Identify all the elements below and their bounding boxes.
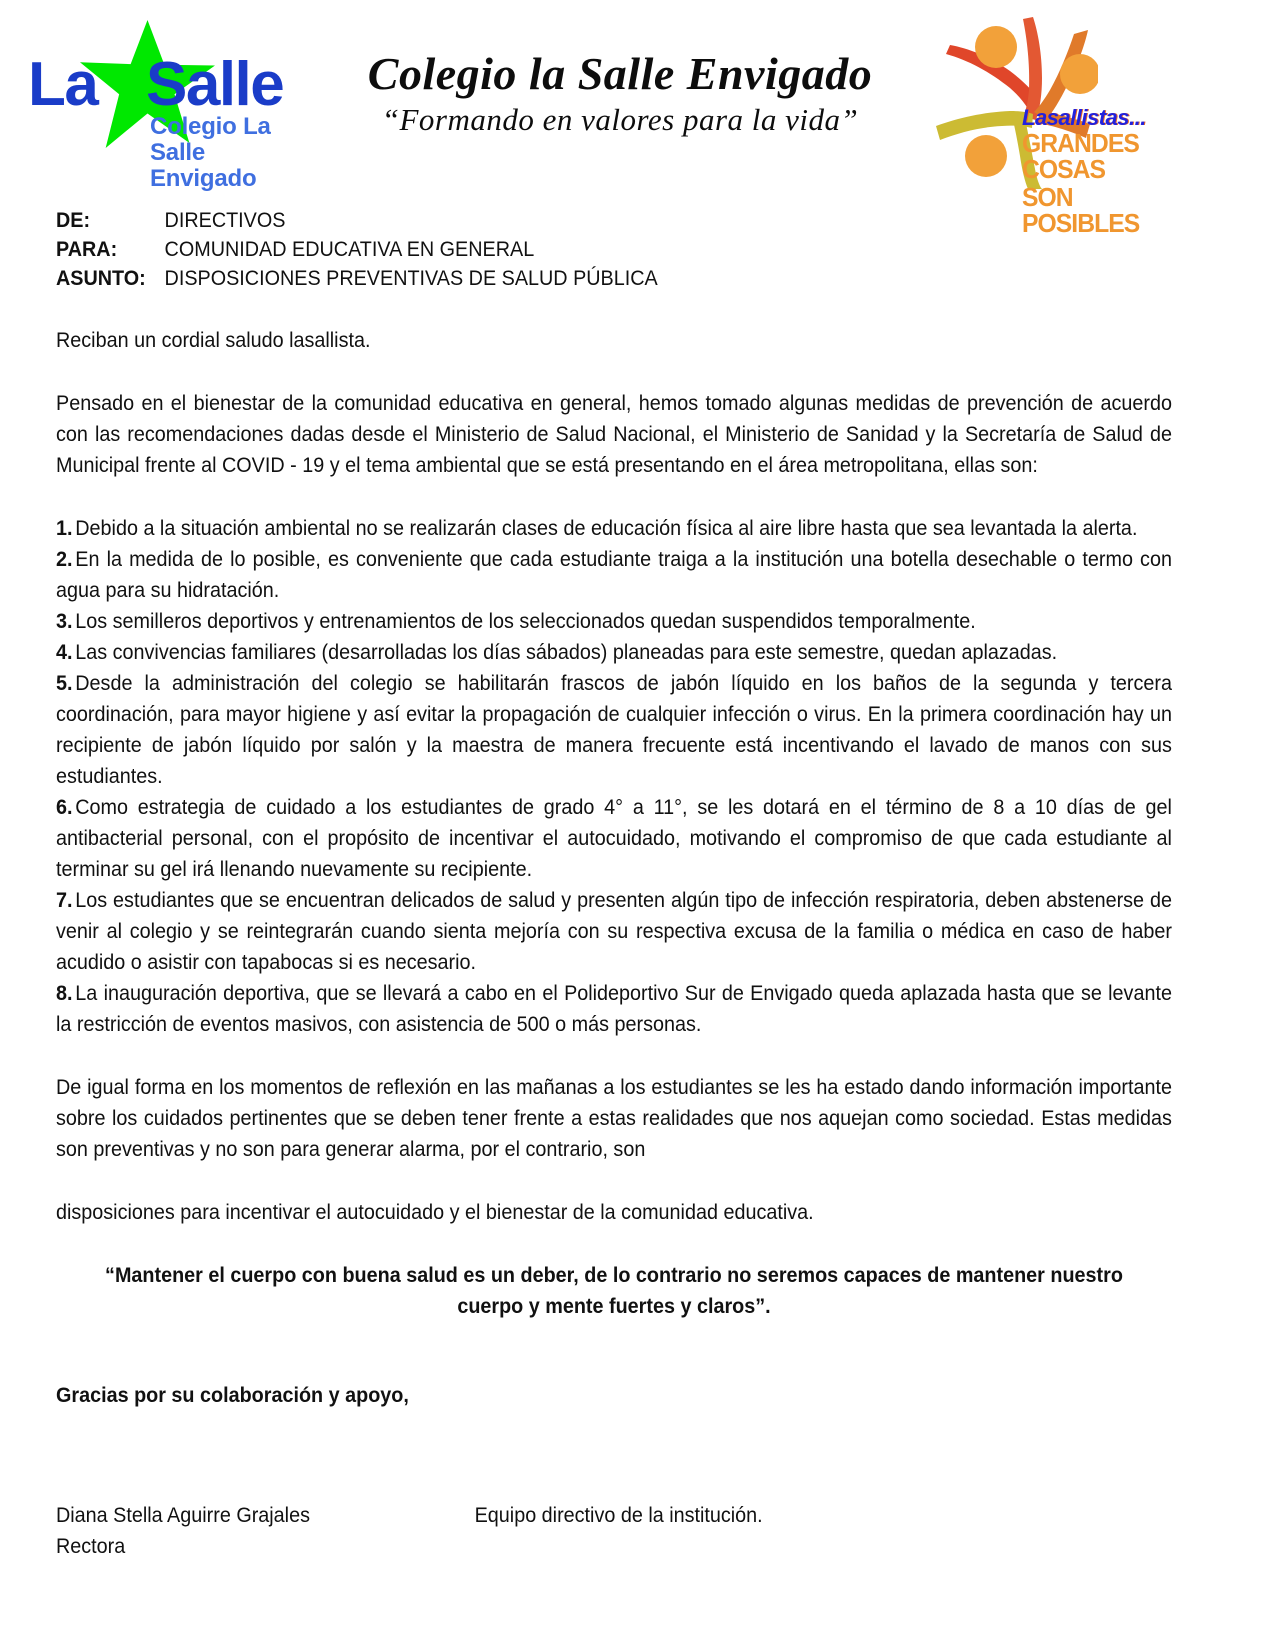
memo-value-para: COMUNIDAD EDUCATIVA EN GENERAL — [164, 237, 535, 261]
lasallistas-line-1: Lasallistas... — [1022, 105, 1146, 130]
measures-list — [56, 513, 1172, 1040]
school-motto: “Formando en valores para la vida” — [381, 102, 859, 137]
memo-header — [56, 206, 1172, 293]
school-title-block — [340, 48, 900, 140]
spacer — [56, 356, 1172, 388]
list-item — [56, 885, 1172, 978]
list-item — [56, 978, 1172, 1040]
closing-paragraph-2: disposiciones para incentivar el autocuidado y el bienestar de la comunidad educativa. — [56, 1200, 814, 1224]
lasallistas-logo — [928, 14, 1193, 238]
logo-word-la: La — [28, 50, 98, 119]
logo-subtitle-line-1: Colegio La Salle — [150, 113, 271, 166]
list-item-text: Los semilleros deportivos y entrenamientos de los seleccionados quedan suspendidos temporalmente. — [75, 609, 976, 633]
list-item — [56, 668, 1172, 792]
directive-team: Equipo directivo de la institución. — [474, 1503, 763, 1527]
signature-block — [56, 1500, 1172, 1562]
spacer — [56, 1432, 1172, 1468]
la-salle-wordmark — [22, 50, 322, 119]
memo-label-de: DE: — [56, 208, 91, 232]
list-item — [56, 513, 1172, 544]
signature-right — [475, 1500, 1172, 1562]
list-item-number: 1. — [56, 516, 73, 540]
spacer — [56, 1322, 1172, 1358]
memo-label-para: PARA: — [56, 237, 118, 261]
list-item-number: 6. — [56, 795, 73, 819]
list-item-text: Debido a la situación ambiental no se realizarán clases de educación física al aire libre hasta que sea levantada la alerta. — [75, 516, 1138, 540]
list-item — [56, 637, 1172, 668]
document-body — [56, 206, 1172, 1562]
spacer — [56, 1165, 1172, 1197]
spacer — [56, 481, 1172, 513]
memo-row-de — [56, 206, 1172, 235]
memo-row-asunto — [56, 264, 1172, 293]
list-item-number: 2. — [56, 547, 73, 571]
memo-row-para — [56, 235, 1172, 264]
spacer — [56, 1040, 1172, 1072]
lasallistas-line-2: GRANDES COSAS — [1022, 128, 1139, 184]
logo-word-salle: Salle — [146, 50, 284, 119]
intro-paragraph: Pensado en el bienestar de la comunidad educativa en general, hemos tomado algunas medidas de prevención de acuerdo con las recomendaciones dadas desde el Ministerio de Salud Nacional, el Ministerio de Sanidad y la Secretaría de Salud de Municipal frente al COVID - 19 y el tema ambiental que se está presentando en el área metropolitana, ellas son: — [56, 391, 1172, 477]
list-item-number: 4. — [56, 640, 73, 664]
list-item-number: 8. — [56, 981, 73, 1005]
signature-left — [56, 1500, 475, 1562]
memo-value-de: DIRECTIVOS — [164, 208, 286, 232]
logo-subtitle-line-2: Envigado — [150, 165, 257, 192]
list-item-number: 7. — [56, 888, 73, 912]
la-salle-logo — [22, 18, 322, 192]
la-salle-logo-subtitle — [150, 114, 322, 192]
spacer — [56, 1468, 1172, 1500]
thanks-text: Gracias por su colaboración y apoyo, — [56, 1382, 409, 1407]
list-item-text: Las convivencias familiares (desarrolladas los días sábados) planeadas para este semestre, quedan aplazadas. — [75, 640, 1058, 664]
quote-text: “Mantener el cuerpo con buena salud es un deber, de lo contrario no seremos capaces de mantener nuestro cuerpo y mente fuertes y claros”. — [105, 1263, 1123, 1318]
list-item-text: Desde la administración del colegio se habilitarán frascos de jabón líquido en los baños de la segunda y tercera coordinación, para mayor higiene y así evitar la propagación de cualquier infección o virus. En la primera coordinación hay un recipiente de jabón líquido por salón y la maestra de manera frecuente está incentivando el lavado de manos con sus estudiantes. — [56, 671, 1172, 788]
signatory-role: Rectora — [56, 1534, 126, 1558]
school-name: Colegio la Salle Envigado — [367, 48, 873, 99]
list-item-text: En la medida de lo posible, es conveniente que cada estudiante traiga a la institución una botella desechable o termo con agua para su hidratación. — [56, 547, 1172, 602]
closing-paragraph-1: De igual forma en los momentos de reflexión en las mañanas a los estudiantes se les ha estado dando información importante sobre los cuidados pertinentes que se deben tener frente a estas realidades que nos aquejan como sociedad. Estas medidas son preventivas y no son para generar alarma, por el contrario, son — [56, 1075, 1172, 1161]
list-item-text: La inauguración deportiva, que se llevará a cabo en el Polideportivo Sur de Envigado queda aplazada hasta que se levante la restricción de eventos masivos, con asistencia de 500 o más personas. — [56, 981, 1172, 1036]
greeting-paragraph: Reciban un cordial saludo lasallista. — [56, 328, 371, 352]
list-item — [56, 792, 1172, 885]
lasallistas-line-3: SON POSIBLES — [1022, 182, 1140, 238]
list-item-text: Los estudiantes que se encuentran delicados de salud y presenten algún tipo de infección respiratoria, deben abstenerse de venir al colegio y se reintegrarán cuando sienta mejoría con su respectiva excusa de la familia o médica en caso de haber acudido o asistir con tapabocas si es necesario. — [56, 888, 1172, 974]
memo-label-asunto: ASUNTO: — [56, 266, 146, 290]
list-item-number: 3. — [56, 609, 73, 633]
list-item-text: Como estrategia de cuidado a los estudiantes de grado 4° a 11°, se les dotará en el término de 8 a 10 días de gel antibacterial personal, con el propósito de incentivar el autocuidado, motivando el compromiso de que cada estudiante al terminar su gel irá llenando nuevamente su recipiente. — [56, 795, 1172, 881]
list-item-number: 5. — [56, 671, 73, 695]
list-item — [56, 544, 1172, 606]
spacer — [56, 293, 1172, 325]
spacer — [56, 1228, 1172, 1260]
memo-value-asunto: DISPOSICIONES PREVENTIVAS DE SALUD PÚBLICA — [164, 266, 658, 290]
signatory-name: Diana Stella Aguirre Grajales — [56, 1503, 310, 1527]
list-item — [56, 606, 1172, 637]
